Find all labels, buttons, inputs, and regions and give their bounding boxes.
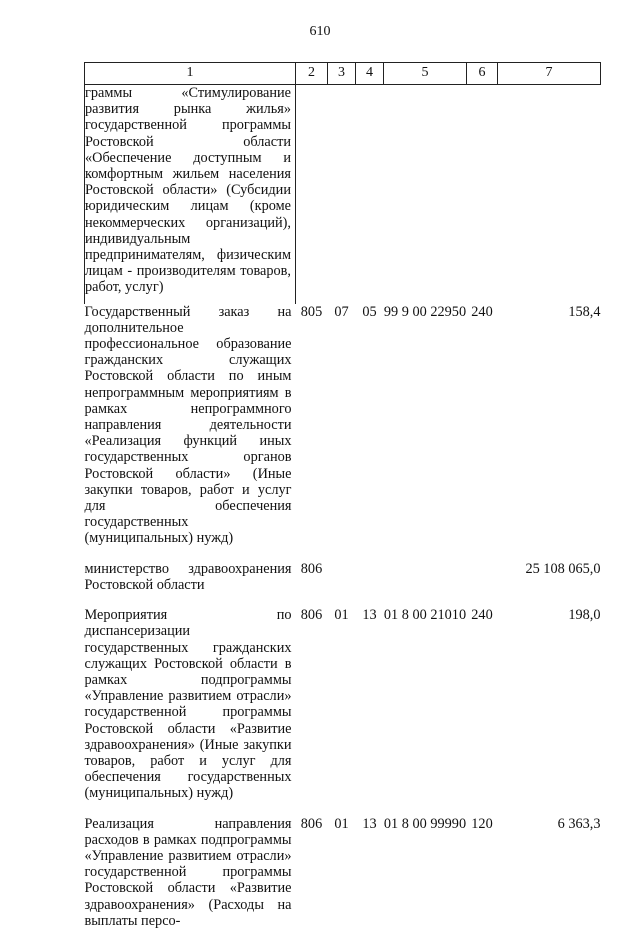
row-amount [498,85,601,304]
row-target-article: 01 8 00 99990 [383,815,467,832]
row-amount: 198,0 [568,607,601,624]
row-amount: 25 108 065,0 [525,560,601,577]
budget-table [84,62,601,943]
row-subsection [356,85,384,304]
row-subsection: 05 [362,303,377,320]
page-number: 610 [309,24,331,39]
row-subsection [356,561,384,607]
table-row [85,85,601,304]
row-target-article [384,85,467,304]
row-description: Государственный заказ на дополнительное профессиональное образование гражданских служащих Ростовской области по иным непрограммным мероприятиям в рамках непрограммного направления деятельности «Реализация функций иных государственных органов Ростовской области» (Иные закупки товаров, работ и услуг для обеспечения государственных (муниципальных) нужд) [84,303,292,547]
row-target-article: 99 9 00 22950 [383,303,467,320]
table-row [85,607,601,815]
row-subsection: 13 [362,607,377,624]
row-section: 01 [334,815,349,832]
row-description: граммы «Стимулирование развития рынка жилья» государственной программы Ростовской области «Обеспечение доступным и комфортным жильем населения Ростовской области» (Субсидии юридическим лицам (кроме некоммерческих организаций), индивидуальным предпринимателям, физическим лицам - производителям товаров, работ, услуг) [85,85,296,304]
row-section: 07 [334,303,349,320]
column-header-3: 3 [328,63,356,85]
header-row [85,63,601,85]
row-description: Мероприятия по диспансеризации государственных гражданских служащих Ростовской области в рамках подпрограммы «Управление развитием отрасли» государственной программы Ростовской области «Развитие здравоохранения» (Иные закупки товаров, работ и услуг для обеспечения государственных (муниципальных) нужд) [84,607,292,802]
row-description: министерство здравоохранения Ростовской области [84,560,292,593]
row-expense-type [467,561,498,607]
column-header-6: 6 [467,63,498,85]
table-row [85,816,601,943]
row-code [296,85,328,304]
row-section [328,85,356,304]
table-row [85,561,601,607]
column-header-1: 1 [85,63,296,85]
row-code: 806 [300,560,323,577]
column-header-7: 7 [498,63,601,85]
row-section [328,561,356,607]
column-header-5: 5 [384,63,467,85]
row-expense-type: 240 [471,607,493,624]
row-expense-type [467,85,498,304]
row-code: 806 [300,607,323,624]
column-header-2: 2 [296,63,328,85]
row-amount: 6 363,3 [557,815,601,832]
row-expense-type: 240 [471,303,493,320]
row-section: 01 [334,607,349,624]
row-expense-type: 120 [471,815,493,832]
row-target-article: 01 8 00 21010 [383,607,467,624]
table-row [85,304,601,561]
row-target-article [384,561,467,607]
row-amount: 158,4 [568,303,601,320]
row-code: 805 [300,303,323,320]
row-description: Реализация направления расходов в рамках подпрограммы «Управление развитием отрасли» государственной программы Ростовской области «Развитие здравоохранения» (Расходы на выплаты персо- [84,815,292,929]
row-subsection: 13 [362,815,377,832]
column-header-4: 4 [356,63,384,85]
row-code: 806 [300,815,323,832]
